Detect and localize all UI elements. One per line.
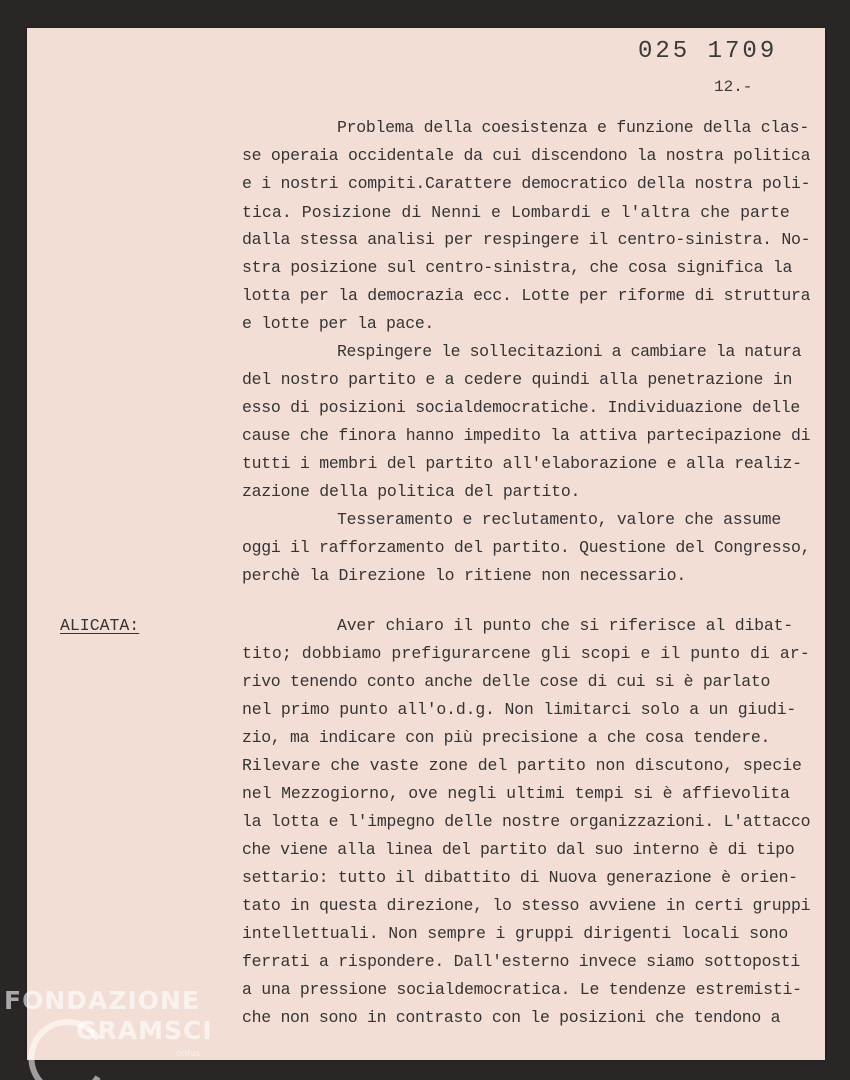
text-line: nel primo punto all'o.d.g. Non limitarci solo a un giudi- (242, 700, 797, 719)
watermark-line2: GRAMSCI (76, 1016, 213, 1045)
text-line: tica. Posizione di Nenni e Lombardi e l'altra che parte (242, 203, 790, 222)
text-line: che viene alla linea del partito dal suo interno è di tipo (242, 840, 795, 859)
text-line: esso di posizioni socialdemocratiche. Individuazione delle (242, 398, 801, 417)
text-line: settario: tutto il dibattito di Nuova generazione è orien- (242, 868, 798, 887)
text-line: del nostro partito e a cedere quindi alla penetrazione in (242, 370, 793, 389)
text-line: Tesseramento e reclutamento, valore che assume (337, 510, 781, 529)
text-line: Aver chiaro il punto che si riferisce al dibat- (337, 616, 793, 635)
text-line: stra posizione sul centro-sinistra, che cosa significa la (242, 258, 793, 277)
text-line: zio, ma indicare con più precisione a che cosa tendere. (242, 728, 771, 747)
watermark-line1: FONDAZIONE (4, 986, 201, 1015)
text-line: a una pressione socialdemocratica. Le tendenze estremisti- (242, 980, 802, 999)
text-line: e i nostri compiti.Carattere democratico della nostra poli- (242, 174, 811, 193)
page-number: 12.- (714, 78, 753, 96)
text-line: Rilevare che vaste zone del partito non discutono, specie (242, 756, 802, 775)
text-line: oggi il rafforzamento del partito. Questione del Congresso, (242, 538, 811, 557)
text-line: Problema della coesistenza e funzione della clas- (337, 118, 809, 137)
fondazione-gramsci-watermark (0, 985, 220, 1080)
text-line: dalla stessa analisi per respingere il centro-sinistra. No- (242, 230, 811, 249)
text-line: se operaia occidentale da cui discendono la nostra politica (242, 146, 811, 165)
text-line: e lotte per la pace. (242, 314, 435, 333)
text-line: che non sono in contrasto con le posizioni che tendono a (242, 1008, 781, 1027)
text-line: cause che finora hanno impedito la attiva partecipazione di (242, 426, 811, 445)
text-line: rivo tenendo conto anche delle cose di cui si è parlato (242, 672, 771, 691)
text-line: tito; dobbiamo prefigurarcene gli scopi e il punto di ar- (242, 644, 810, 663)
text-line: tato in questa direzione, lo stesso avviene in certi gruppi (242, 896, 811, 915)
text-line: la lotta e l'impegno delle nostre organizzazioni. L'attacco (242, 812, 811, 831)
speaker-name: ALICATA: (60, 616, 140, 635)
text-line: nel Mezzogiorno, ove negli ultimi tempi si è affievolita (242, 784, 790, 803)
text-line: lotta per la democrazia ecc. Lotte per riforme di struttura (242, 286, 811, 305)
text-line: perchè la Direzione lo ritiene non necessario. (242, 566, 686, 585)
text-line: Respingere le sollecitazioni a cambiare la natura (337, 342, 802, 361)
text-line: intellettuali. Non sempre i gruppi dirigenti locali sono (242, 924, 789, 943)
text-line: tutti i membri del partito all'elaborazione e alla realiz- (242, 454, 802, 473)
text-line: zazione della politica del partito. (242, 482, 581, 501)
watermark-line3: onlus (176, 1049, 201, 1059)
text-line: ferrati a rispondere. Dall'esterno invece siamo sottoposti (242, 952, 801, 971)
archive-number: 025 1709 (638, 38, 778, 65)
